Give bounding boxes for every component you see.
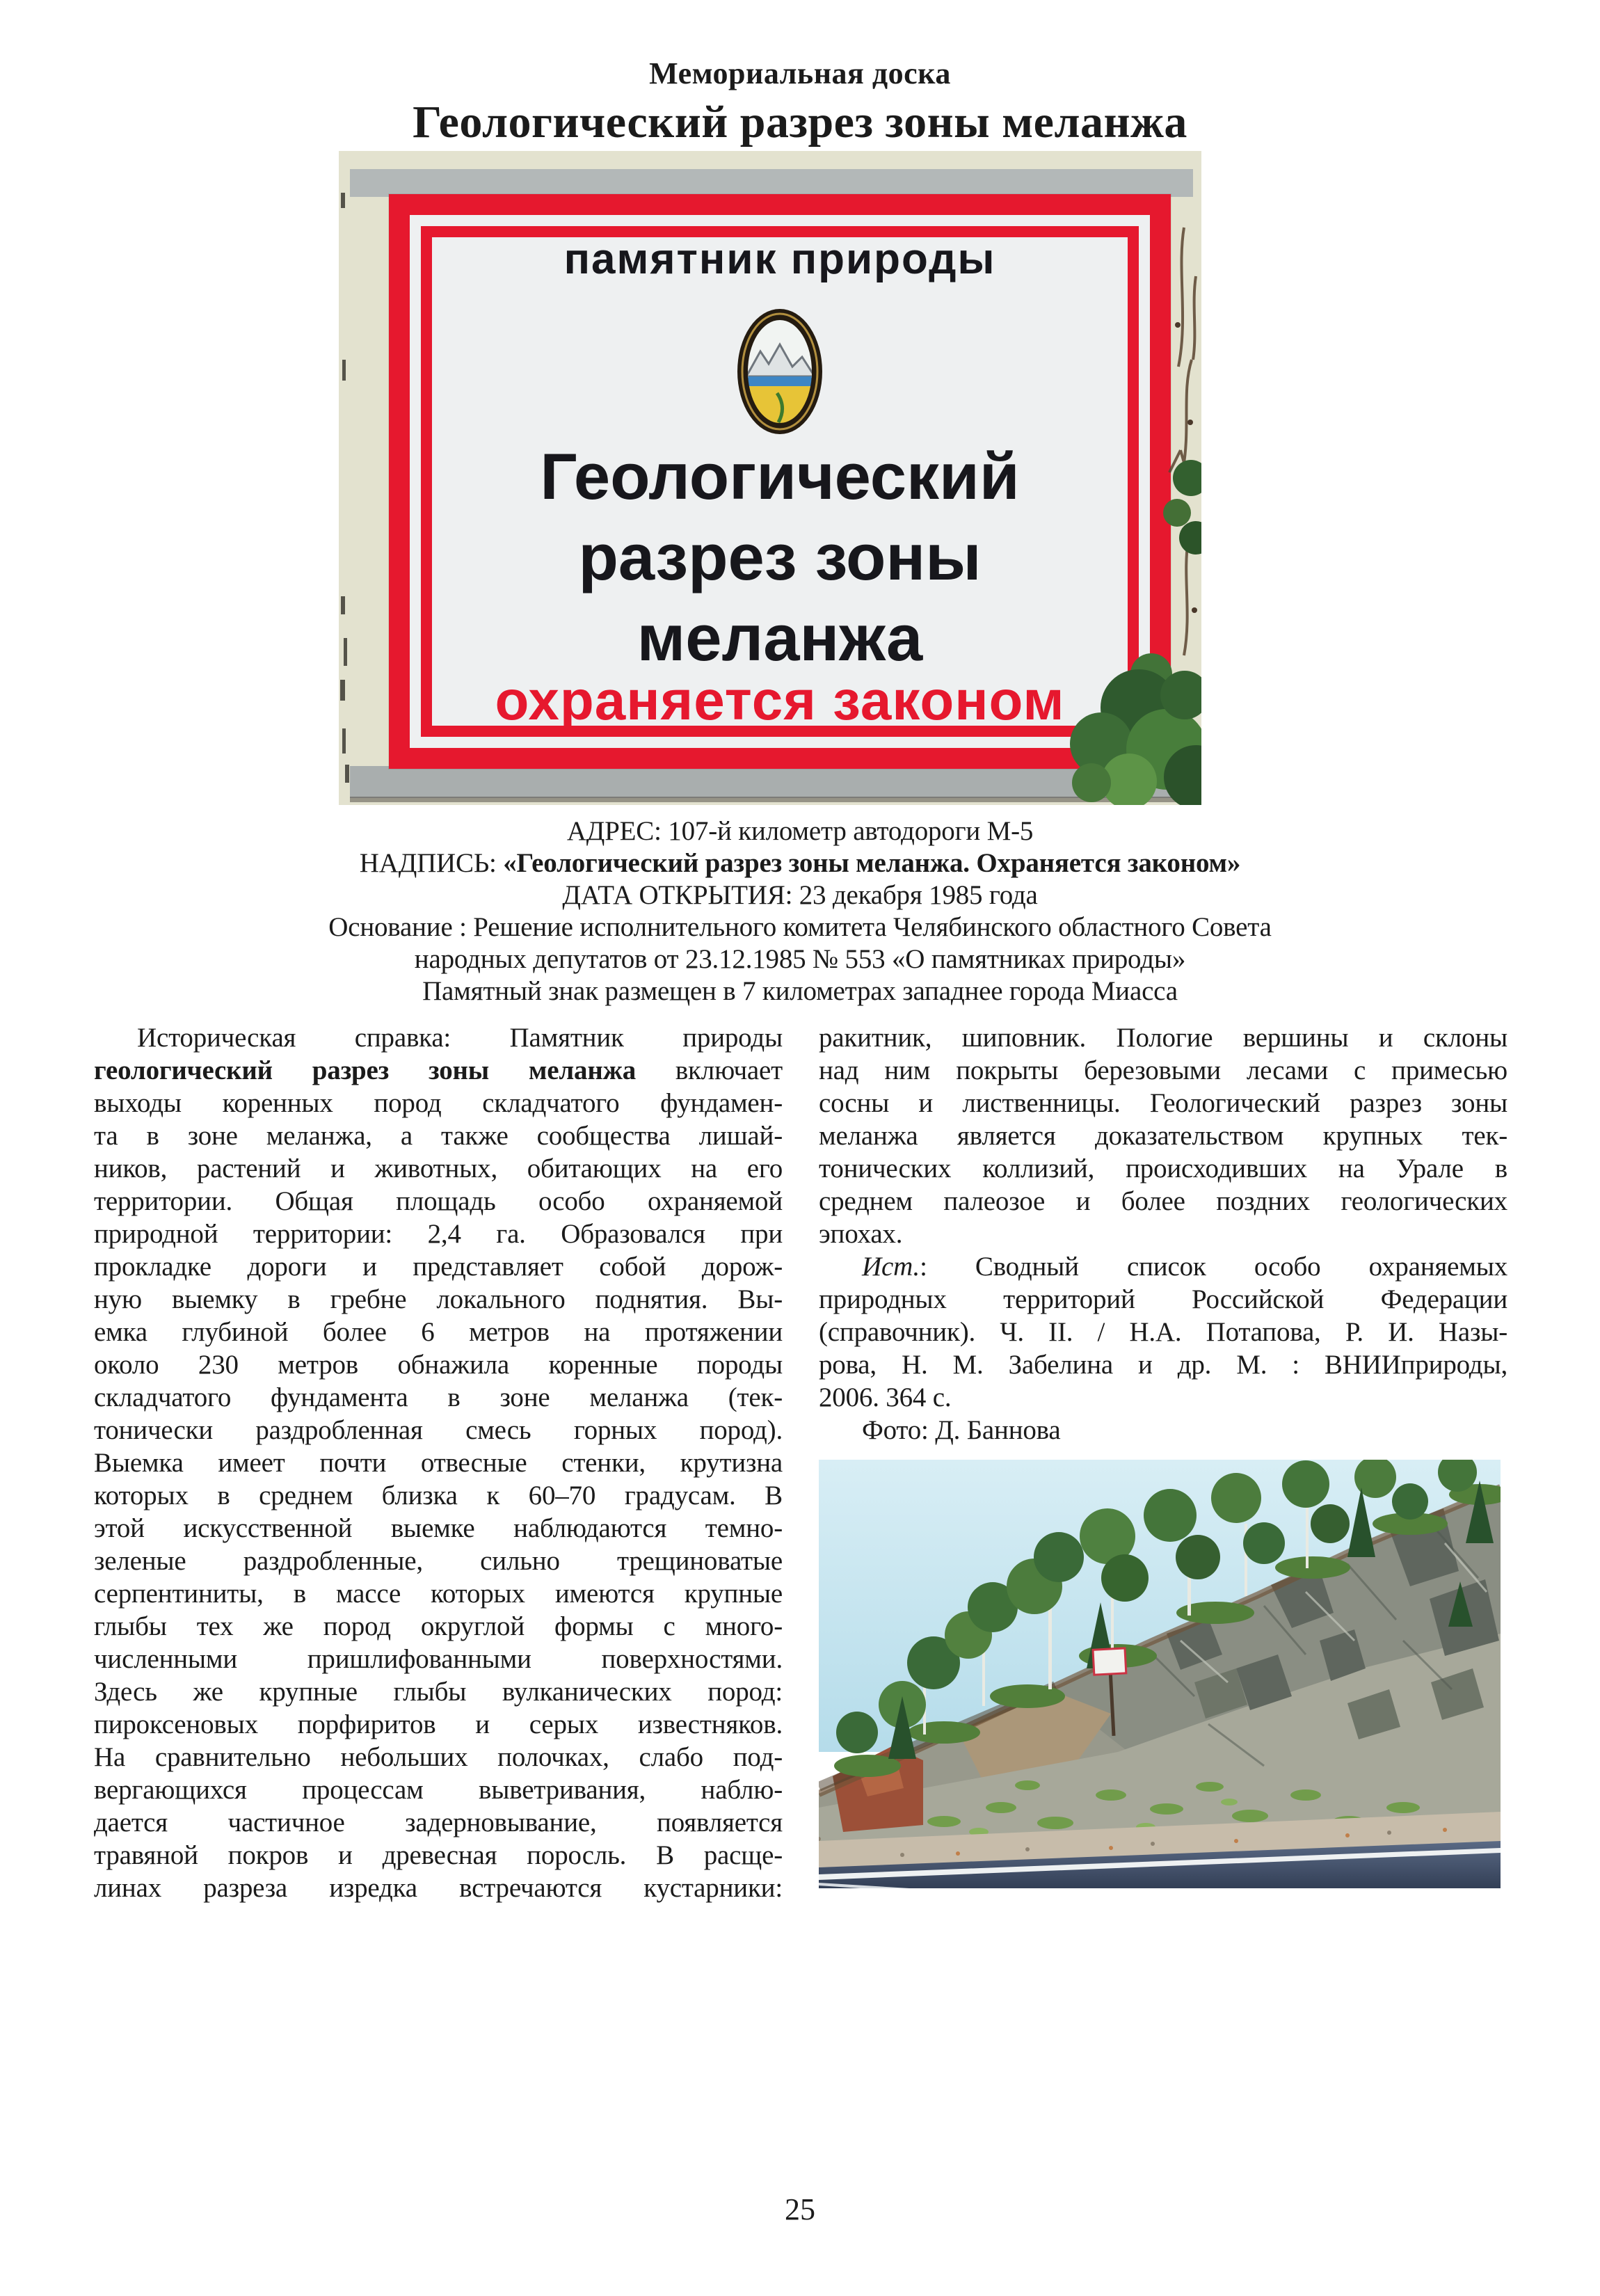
nature-monument-emblem-icon bbox=[737, 308, 823, 435]
text-line: этой искусственной выемке наблюдаются темно- bbox=[94, 1513, 783, 1543]
text-line: ников, растений и животных, обитающих на его bbox=[94, 1154, 783, 1183]
text-line: ную выемку в гребне локального поднятия. Вы- bbox=[94, 1284, 783, 1314]
text-line: (справочник). Ч. II. / Н.А. Потапова, Р. И. Назы- bbox=[819, 1317, 1507, 1347]
text-line: На сравнительно небольших полочках, слабо под- bbox=[94, 1742, 783, 1772]
text-line: складчатого фундамента в зоне меланжа (тек- bbox=[94, 1382, 783, 1412]
text-line: выходы коренных пород складчатого фундамен- bbox=[94, 1088, 783, 1118]
text-line: Фото: Д. Баннова bbox=[862, 1415, 1061, 1445]
text-line: емка глубиной более 6 метров на протяжении bbox=[94, 1317, 783, 1347]
text-line: тонических коллизий, происходивших на Урале в bbox=[819, 1154, 1507, 1183]
text-line: которых в среднем близка к 60–70 градусам. В bbox=[94, 1481, 783, 1510]
text-line: около 230 метров обнажила коренные породы bbox=[94, 1350, 783, 1380]
text-line: численными пришлифованными поверхностями. bbox=[94, 1644, 783, 1674]
text-line: зеленые раздробленные, сильно трещиноватые bbox=[94, 1546, 783, 1576]
text-line: природных территорий Российской Федерации bbox=[819, 1284, 1507, 1314]
text-line: территории. Общая площадь особо охраняемой bbox=[94, 1186, 783, 1216]
text-line: Историческая справка: Памятник природы bbox=[137, 1023, 783, 1053]
text-line: геологический разрез зоны меланжа включает bbox=[94, 1055, 783, 1085]
sign-name-line2: разрез зоны bbox=[578, 520, 982, 593]
text-line: та в зоне меланжа, а также сообщества лишай- bbox=[94, 1121, 783, 1151]
right-column bbox=[819, 1021, 1507, 1446]
text-line: вергающихся процессам выветривания, наблю- bbox=[94, 1775, 783, 1805]
text-line: природной территории: 2,4 га. Образовался при bbox=[94, 1219, 783, 1249]
text-line: ракитник, шиповник. Пологие вершины и склоны bbox=[819, 1023, 1507, 1053]
text-line: прокладке дороги и представляет собой дорож- bbox=[94, 1252, 783, 1282]
text-line: меланжа является доказательством крупных тек- bbox=[819, 1121, 1507, 1151]
text-line: ДАТА ОТКРЫТИЯ: 23 декабря 1985 года bbox=[562, 880, 1038, 910]
roadcut-outcrop-scene bbox=[819, 1460, 1501, 1888]
info-block bbox=[104, 815, 1496, 1007]
sign-red-frame bbox=[389, 194, 1171, 769]
text-line: Ист.: Сводный список особо охраняемых bbox=[862, 1252, 1507, 1282]
text-line: линах разреза изредка встречаются кустарники: bbox=[94, 1873, 783, 1903]
text-line: Памятный знак размещен в 7 километрах западнее города Миасса bbox=[422, 976, 1178, 1006]
text-line: над ним покрыты березовыми лесами с примесью bbox=[819, 1055, 1507, 1085]
text-line: глыбы тех же пород округлой формы с много- bbox=[94, 1611, 783, 1641]
text-line: народных депутатов от 23.12.1985 № 553 «О памятниках природы» bbox=[414, 944, 1186, 974]
text-line: среднем палеозое и более поздних геологических bbox=[819, 1186, 1507, 1216]
sign-photo bbox=[339, 151, 1201, 805]
sign-bottom-edge bbox=[350, 797, 1193, 802]
text-line: Выемка имеет почти отвесные стенки, крутизна bbox=[94, 1448, 783, 1478]
text-line: НАДПИСЬ: «Геологический разрез зоны меланжа. Охраняется законом» bbox=[359, 848, 1241, 878]
section-kicker: Мемориальная доска bbox=[649, 56, 951, 90]
outcrop-photo bbox=[819, 1460, 1501, 1888]
page-title: Геологический разрез зоны меланжа bbox=[413, 97, 1187, 148]
text-line: пироксеновых порфиритов и серых известняков. bbox=[94, 1709, 783, 1739]
text-line: сосны и лиственницы. Геологический разрез зоны bbox=[819, 1088, 1507, 1118]
text-line: АДРЕС: 107-й километр автодороги М-5 bbox=[566, 816, 1034, 846]
text-line: Основание : Решение исполнительного комитета Челябинского областного Совета bbox=[328, 912, 1272, 942]
text-line: тонически раздробленная смесь горных пород). bbox=[94, 1415, 783, 1445]
sign-name-line3: меланжа bbox=[637, 601, 923, 674]
page-number: 25 bbox=[785, 2192, 815, 2226]
text-line: дается частичное задерновывание, появляется bbox=[94, 1808, 783, 1837]
text-line: рова, Н. М. Забелина и др. М. : ВНИИприроды, bbox=[819, 1350, 1507, 1380]
sign-concrete-top bbox=[350, 169, 1193, 197]
text-line: Здесь же крупные глыбы вулканических пород: bbox=[94, 1677, 783, 1707]
left-column bbox=[94, 1021, 783, 1904]
sign-protected-line: охраняется законом bbox=[495, 669, 1065, 731]
text-line: 2006. 364 с. bbox=[819, 1382, 952, 1412]
sign-name-line1: Геологический bbox=[540, 440, 1020, 513]
sign-concrete-bottom bbox=[350, 766, 1193, 798]
sign-top-label: памятник природы bbox=[563, 235, 996, 283]
text-line: травяной покров и древесная поросль. В расще- bbox=[94, 1840, 783, 1870]
text-line: серпентиниты, в массе которых имеются крупные bbox=[94, 1579, 783, 1609]
text-line: эпохах. bbox=[819, 1219, 903, 1249]
